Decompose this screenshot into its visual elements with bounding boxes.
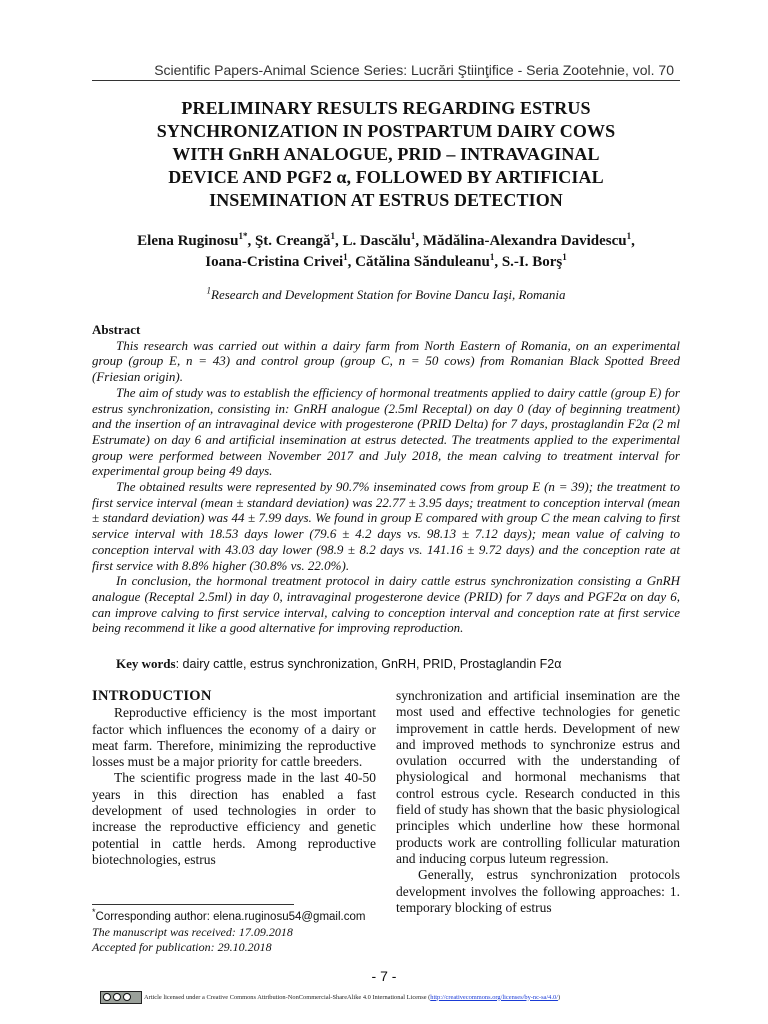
section-heading-introduction: INTRODUCTION [92, 688, 212, 704]
author-name: Şt. Creangă [254, 233, 331, 249]
author-sup: 1 [489, 252, 495, 262]
author-name: Cătălina Sănduleanu [355, 254, 490, 270]
author-sup: 1 [626, 231, 632, 241]
author-name: Elena Ruginosu [137, 233, 239, 249]
footnote-sup: * [92, 907, 96, 918]
title-line: SYNCHRONIZATION IN POSTPARTUM DAIRY COWS [156, 121, 616, 141]
author-line-1: Elena Ruginosu$^{1*}$, Şt. Creangă$^1$, L. Dascălu$^1$, Mădălina-Alexandra Davidescu$^1$, [137, 231, 635, 249]
keywords-text: : dairy cattle, estrus synchronization, GnRH, PRID, Prostaglandin F2α [175, 657, 562, 671]
abstract-paragraph: The aim of study was to establish the efficiency of hormonal treatments applied to dairy cattle (group E) for estrus synchronization, consisting in: GnRH analogue (2.5ml Receptal) on day 0 (day of beginning treatment) and the insertion of an intravaginal device with progesterone (PRID Delta) for 7 days, prostaglandin F2α (2 ml Estrumate) on day 6 and artificial insemination at estrus detected. The treatments applied to the experimental group were performed between November 2017 and July 2018, the mean calving to treatment interval for experimental group being 49 days. [92, 384, 680, 479]
author-line-2: Ioana-Cristina Crivei$^1$, Cătălina Sănduleanu$^1$, S.-I. Borş$^1$ [205, 252, 567, 270]
affiliation [92, 287, 680, 303]
body-column-left [92, 688, 376, 868]
body-paragraph: Generally, estrus synchronization protocols development involves the following approaches: 1. temporary blocking of estrus [396, 867, 680, 915]
abstract [92, 322, 680, 636]
footnote [92, 907, 392, 955]
license-footer [100, 990, 560, 1004]
title-line: PRELIMINARY RESULTS REGARDING ESTRUS [181, 98, 591, 118]
author-name: Ioana-Cristina Crivei [205, 254, 344, 270]
keywords [92, 656, 680, 672]
corresponding-author-text: Corresponding author: elena.ruginosu54@gmail.com [95, 911, 366, 923]
running-header: Scientific Papers-Animal Science Series: Lucrări Ştiinţifice - Seria Zootehnie, vol. 70 [154, 62, 674, 78]
author-list [92, 231, 680, 273]
author-sup: 1 [330, 231, 335, 241]
author-sup: 1 [562, 252, 567, 262]
author-sup: 1 [343, 252, 348, 262]
body-paragraph: The scientific progress made in the last 40-50 years in this direction has enabled a fast development of used technologies in order to increase the reproductive efficiency and genetic potential in cattle herds. Among reproductive biotechnologies, estrus [92, 770, 376, 867]
paper-title [92, 97, 680, 212]
author-sup: 1 [410, 231, 416, 241]
author-name: Mădălina-Alexandra Davidescu [422, 233, 627, 249]
footnote-rule [92, 904, 294, 905]
abstract-paragraph: In conclusion, the hormonal treatment protocol in dairy cattle estrus synchronization consisting a GnRH analogue (Receptal 2.5ml) in day 0, intravaginal progesterone device (PRID) for 7 days and PGF2α on day 6, can improve calving to first service interval, calving to conception interval and conception rate at first service being recommend it like a good alternative for improving reproduction. [92, 573, 680, 636]
header-rule [92, 80, 680, 81]
body-paragraph: synchronization and artificial insemination are the most used and effective technologies for genetic improvement in cattle herds. Development of new and improved methods to synchronize estrus and ovulation occurred with the understanding of physiological and hormonal mechanisms that control estrous cycle. Research conducted in this field of study has shown that the basic physiological principles which underline how these hormonal products work are controlling follicular maturation and inducing corpus luteum regression. [396, 688, 680, 866]
cc-license-icon[interactable] [100, 991, 142, 1004]
affiliation-sup: 1 [206, 285, 212, 296]
title-line: INSEMINATION AT ESTRUS DETECTION [209, 190, 563, 210]
abstract-heading: Abstract [92, 322, 141, 337]
title-line: WITH GnRH ANALOGUE, PRID – INTRAVAGINAL [172, 144, 600, 164]
manuscript-accepted: Accepted for publication: 29.10.2018 [92, 940, 272, 954]
body-column-right [396, 688, 680, 916]
license-link[interactable]: http://creativecommons.org/licenses/by-nc-sa/4.0/ [430, 993, 558, 1001]
manuscript-received: The manuscript was received: 17.09.2018 [92, 925, 293, 939]
title-line: DEVICE AND PGF2 α, FOLLOWED BY ARTIFICIAL [168, 167, 604, 187]
license-text: Article licensed under a Creative Commons Attribution-NonCommercial-ShareAlike 4.0 International License (http://creativecommons.org/licenses/by-nc-sa/4.0/) [144, 993, 561, 1001]
body-paragraph: Reproductive efficiency is the most important factor which influences the economy of a dairy or meat farm. Therefore, minimizing the reproductive losses must be a major priority for cattle breeders. [92, 705, 376, 770]
author-name: L. Dascălu [342, 233, 411, 249]
abstract-paragraph: The obtained results were represented by 90.7% inseminated cows from group E (n = 39); the treatment to first service interval (mean ± standard deviation) was 22.77 ± 3.95 days; treatment to conception interval (mean ± standard deviation) was 44 ± 7.99 days. We found in group E compared with group C the mean calving to first service interval with 18.53 days lower (79.6 ± 4.2 days vs. 98.13 ± 7.12 days); mean value of calving to conception interval with 43.03 day lower (98.9 ± 8.2 days vs. 141.16 ± 9.72 days) and the conception rate at first service with 8.8% higher (30.8% vs. 22.0%). [92, 479, 680, 573]
corresponding-author [92, 907, 392, 925]
author-sup: 1* [238, 231, 248, 241]
keywords-label: Key words [116, 656, 176, 671]
page-number: - 7 - [371, 968, 397, 984]
author-name: S.-I. Borş [501, 254, 563, 270]
abstract-paragraph: This research was carried out within a dairy farm from North Eastern of Romania, on an experimental group (group E, n = 43) and control group (group C, n = 50 cows) from Romanian Black Spotted Breed (Friesian origin). [92, 337, 680, 385]
affiliation-text: Research and Development Station for Bovine Dancu Iaşi, Romania [211, 287, 566, 302]
